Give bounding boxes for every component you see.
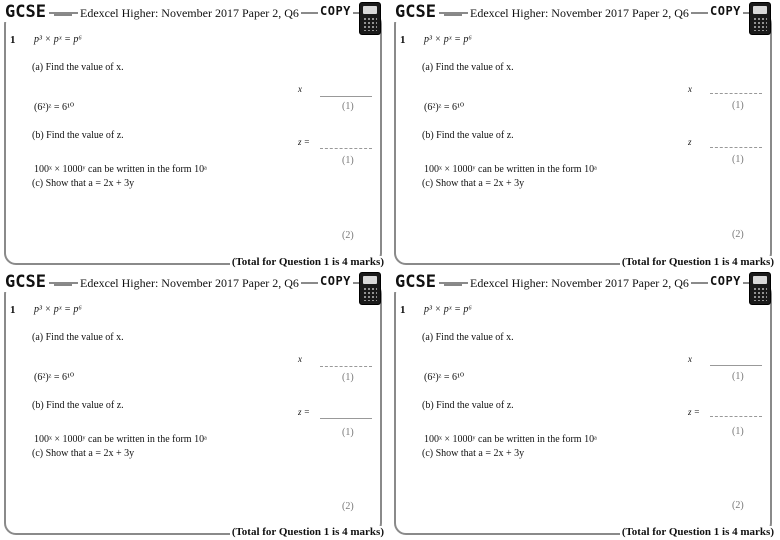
answer-line-a[interactable] bbox=[710, 365, 762, 366]
part-c-prompt: (c) Show that a = 2x + 3y bbox=[422, 178, 525, 189]
given-equation: p³ × pˣ = p⁶ bbox=[424, 304, 472, 315]
header-rule bbox=[54, 284, 72, 286]
total-marks: (Total for Question 1 is 4 marks) bbox=[621, 256, 774, 268]
worksheet-card-bottom-right bbox=[390, 270, 780, 540]
answer-line-a[interactable] bbox=[320, 96, 372, 97]
equation-b: (6²)ᶻ = 6¹⁰ bbox=[424, 372, 465, 383]
exam-source: Edexcel Higher: November 2017 Paper 2, Q6 bbox=[470, 6, 689, 20]
exam-source: Edexcel Higher: November 2017 Paper 2, Q6 bbox=[80, 6, 299, 20]
calculator-icon bbox=[749, 2, 771, 35]
calculator-icon bbox=[359, 272, 381, 305]
answer-line-b[interactable] bbox=[320, 148, 372, 149]
question-number: 1 bbox=[400, 304, 406, 316]
mark-b: (1) bbox=[732, 154, 744, 165]
header-rule bbox=[54, 14, 72, 16]
part-a-prompt: (a) Find the value of x. bbox=[422, 332, 514, 343]
part-a-prompt: (a) Find the value of x. bbox=[32, 62, 124, 73]
equation-b: (6²)ᶻ = 6¹⁰ bbox=[34, 372, 75, 383]
answer-label-z: z = bbox=[688, 407, 700, 417]
equation-b: (6²)ᶻ = 6¹⁰ bbox=[424, 102, 465, 113]
gcse-logo: GCSE bbox=[395, 2, 436, 22]
answer-line-b[interactable] bbox=[320, 418, 372, 419]
equation-c: 100ˣ × 1000ʸ can be written in the form 10ᵃ bbox=[34, 164, 207, 175]
given-equation: p³ × pˣ = p⁶ bbox=[34, 304, 82, 315]
equation-c: 100ˣ × 1000ʸ can be written in the form 10ᵃ bbox=[424, 164, 597, 175]
mark-c: (2) bbox=[342, 501, 354, 512]
mark-a: (1) bbox=[342, 372, 354, 383]
part-c-prompt: (c) Show that a = 2x + 3y bbox=[32, 448, 135, 459]
worksheet-card-top-right bbox=[390, 0, 780, 270]
worksheet-card-top-left bbox=[0, 0, 390, 270]
copy-label: COPY bbox=[320, 274, 351, 288]
header-rule bbox=[444, 284, 462, 286]
answer-label-z: z = bbox=[298, 407, 310, 417]
gcse-logo: GCSE bbox=[5, 272, 46, 292]
gcse-logo-box bbox=[392, 2, 439, 22]
mark-a: (1) bbox=[732, 100, 744, 111]
mark-c: (2) bbox=[342, 230, 354, 241]
mark-b: (1) bbox=[342, 155, 354, 166]
exam-source: Edexcel Higher: November 2017 Paper 2, Q6 bbox=[80, 276, 299, 290]
part-b-prompt: (b) Find the value of z. bbox=[32, 400, 124, 411]
exam-source: Edexcel Higher: November 2017 Paper 2, Q6 bbox=[470, 276, 689, 290]
mark-a: (1) bbox=[342, 101, 354, 112]
copy-label: COPY bbox=[710, 274, 741, 288]
total-marks: (Total for Question 1 is 4 marks) bbox=[621, 526, 774, 538]
mark-a: (1) bbox=[732, 371, 744, 382]
header-rule bbox=[444, 14, 462, 16]
part-a-prompt: (a) Find the value of x. bbox=[422, 62, 514, 73]
equation-c: 100ˣ × 1000ʸ can be written in the form 10ᵃ bbox=[424, 434, 597, 445]
gcse-logo: GCSE bbox=[5, 2, 46, 22]
given-equation: p³ × pˣ = p⁶ bbox=[424, 34, 472, 45]
answer-line-a[interactable] bbox=[710, 93, 762, 94]
mark-b: (1) bbox=[342, 427, 354, 438]
answer-line-b[interactable] bbox=[710, 147, 762, 148]
total-marks: (Total for Question 1 is 4 marks) bbox=[231, 526, 384, 538]
answer-label-z: z = bbox=[298, 137, 310, 147]
answer-label-x: x bbox=[298, 354, 302, 364]
answer-line-a[interactable] bbox=[320, 366, 372, 367]
mark-c: (2) bbox=[732, 229, 744, 240]
part-a-prompt: (a) Find the value of x. bbox=[32, 332, 124, 343]
mark-c: (2) bbox=[732, 500, 744, 511]
answer-label-z: z bbox=[688, 137, 692, 147]
worksheet-card-bottom-left bbox=[0, 270, 390, 540]
given-equation: p³ × pˣ = p⁶ bbox=[34, 34, 82, 45]
mark-b: (1) bbox=[732, 426, 744, 437]
equation-c: 100ˣ × 1000ʸ can be written in the form 10ᵃ bbox=[34, 434, 207, 445]
answer-label-x: x bbox=[688, 354, 692, 364]
equation-b: (6²)ᶻ = 6¹⁰ bbox=[34, 102, 75, 113]
total-marks: (Total for Question 1 is 4 marks) bbox=[231, 256, 384, 268]
gcse-logo-box bbox=[392, 272, 439, 292]
question-number: 1 bbox=[10, 304, 16, 316]
part-b-prompt: (b) Find the value of z. bbox=[422, 400, 514, 411]
gcse-logo: GCSE bbox=[395, 272, 436, 292]
copy-label: COPY bbox=[710, 4, 741, 18]
part-c-prompt: (c) Show that a = 2x + 3y bbox=[422, 448, 525, 459]
gcse-logo-box bbox=[2, 272, 49, 292]
copy-label: COPY bbox=[320, 4, 351, 18]
answer-label-x: x bbox=[688, 84, 692, 94]
part-b-prompt: (b) Find the value of z. bbox=[422, 130, 514, 141]
answer-line-b[interactable] bbox=[710, 416, 762, 417]
gcse-logo-box bbox=[2, 2, 49, 22]
calculator-icon bbox=[359, 2, 381, 35]
question-number: 1 bbox=[10, 34, 16, 46]
part-c-prompt: (c) Show that a = 2x + 3y bbox=[32, 178, 135, 189]
calculator-icon bbox=[749, 272, 771, 305]
part-b-prompt: (b) Find the value of z. bbox=[32, 130, 124, 141]
question-number: 1 bbox=[400, 34, 406, 46]
answer-label-x: x bbox=[298, 84, 302, 94]
